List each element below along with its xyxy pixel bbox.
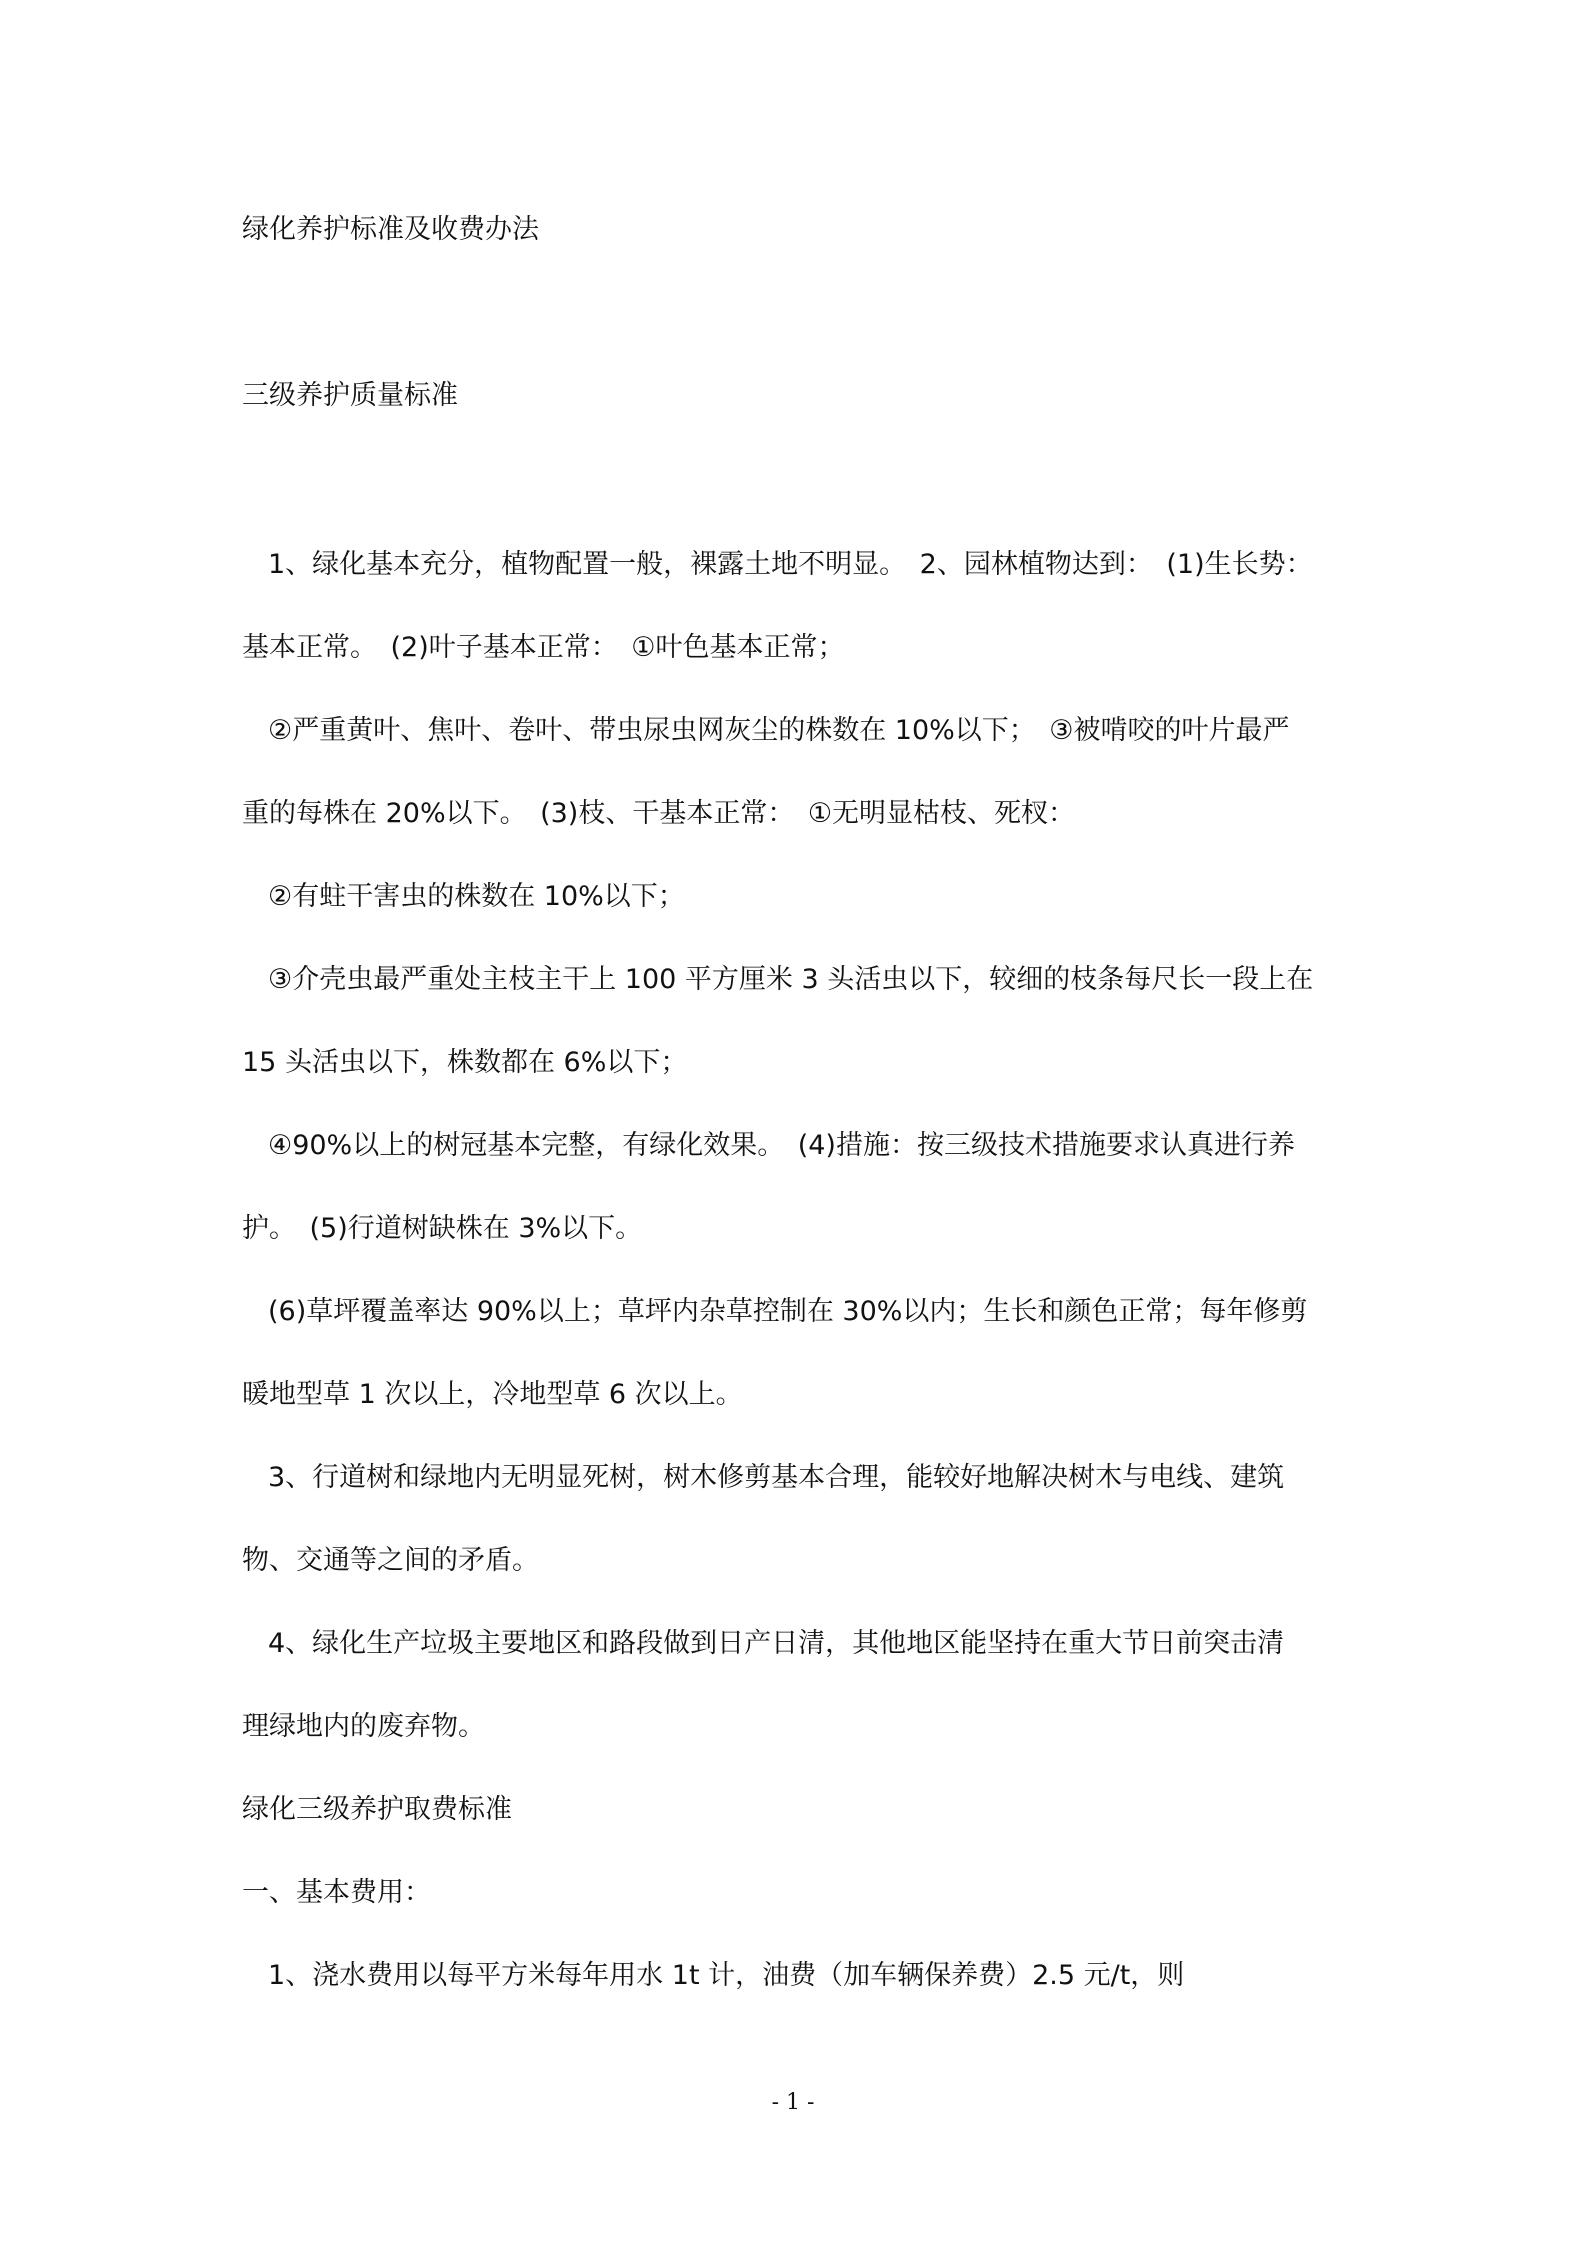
paragraph-line: 1、绿化基本充分，植物配置一般，裸露土地不明显。 2、园林植物达到： (1)生长势： <box>268 549 1313 580</box>
paragraph-line: ②有蛀干害虫的株数在 10%以下； <box>268 881 685 912</box>
paragraph-line: ②严重黄叶、焦叶、卷叶、带虫尿虫网灰尘的株数在 10%以下； ③被啃咬的叶片最严 <box>268 715 1290 746</box>
paragraph-line: 暖地型草 1 次以上，冷地型草 6 次以上。 <box>242 1379 743 1410</box>
paragraph-line: ④90%以上的树冠基本完整，有绿化效果。 (4)措施：按三级技术措施要求认真进行养 <box>268 1130 1295 1161</box>
paragraph-line: 重的每株在 20%以下。 (3)枝、干基本正常： ①无明显枯枝、死杈： <box>242 798 1076 829</box>
subheading: 绿化三级养护取费标准 <box>242 1794 512 1825</box>
paragraph-line: (6)草坪覆盖率达 90%以上；草坪内杂草控制在 30%以内；生长和颜色正常；每年修剪 <box>268 1296 1308 1327</box>
paragraph-line: 物、交通等之间的矛盾。 <box>242 1545 539 1576</box>
section-heading: 三级养护质量标准 <box>242 380 458 411</box>
document-title: 绿化养护标准及收费办法 <box>242 214 539 245</box>
paragraph-line: 3、行道树和绿地内无明显死树，树木修剪基本合理，能较好地解决树木与电线、建筑 <box>268 1462 1285 1493</box>
paragraph-line: 护。 (5)行道树缺株在 3%以下。 <box>242 1213 643 1244</box>
paragraph-line: 1、浇水费用以每平方米每年用水 1t 计，油费（加车辆保养费）2.5 元/t，则 <box>268 1960 1185 1991</box>
subheading: 一、基本费用： <box>242 1877 431 1908</box>
paragraph-line: 15 头活虫以下，株数都在 6%以下； <box>242 1047 688 1078</box>
paragraph-line: 理绿地内的废弃物。 <box>242 1711 485 1742</box>
page-number: - 1 - <box>771 2090 815 2115</box>
paragraph-line: ③介壳虫最严重处主枝主干上 100 平方厘米 3 头活虫以下，较细的枝条每尺长一段上在 <box>268 964 1314 995</box>
paragraph-line: 基本正常。 (2)叶子基本正常： ①叶色基本正常； <box>242 632 845 663</box>
paragraph-line: 4、绿化生产垃圾主要地区和路段做到日产日清，其他地区能坚持在重大节日前突击清 <box>268 1628 1285 1659</box>
